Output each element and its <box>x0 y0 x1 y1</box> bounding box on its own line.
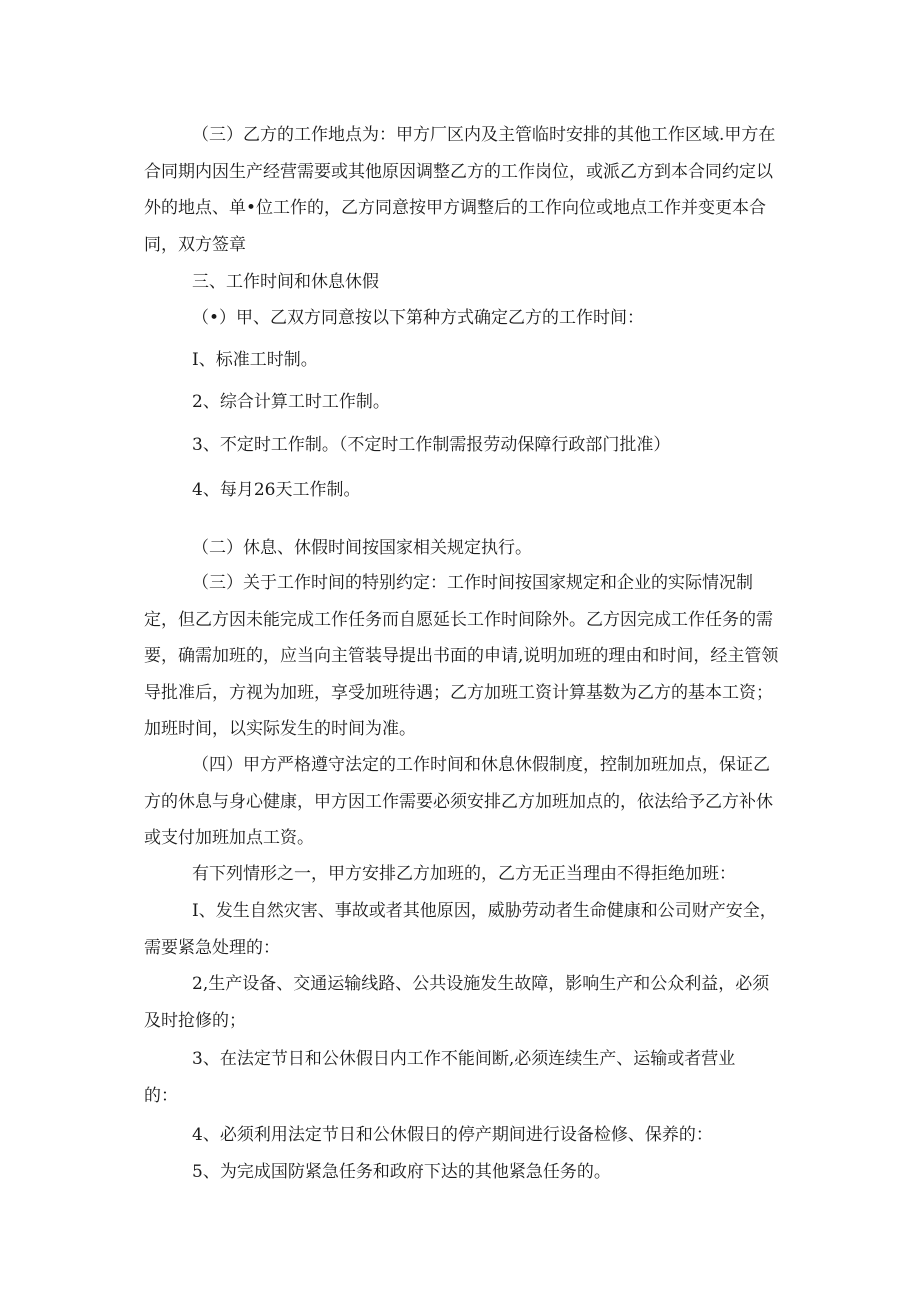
list-item-26-days: 4、每月26天工作制。 <box>192 480 361 500</box>
list-item-emergency: I、发生自然灾害、事故或者其他原因，威胁劳动者生命健康和公司财产安全，需要紧急处理的： <box>144 901 777 958</box>
paragraph-rest-leave: （二）休息、休假时间按国家相关规定执行。 <box>192 538 532 558</box>
list-item-holiday-continuous-cont: 的： <box>144 1086 178 1106</box>
list-item-equipment-failure: 2,生产设备、交通运输线路、公共设施发生故障，影响生产和公众利益，必须及时抢修的； <box>144 974 770 1031</box>
list-item-holiday-continuous: 3、在法定节日和公休假日内工作不能间断,必须连续生产、运输或者营业 <box>192 1049 736 1069</box>
paragraph-work-time-method: （•）甲、乙双方同意按以下第种方式确定乙方的工作时间： <box>192 308 645 328</box>
paragraph-overtime-cases: 有下列情形之一，甲方安排乙方加班的，乙方无正当理由不得拒绝加班： <box>192 864 736 884</box>
list-item-maintenance: 4、必须利用法定节日和公休假日的停产期间进行设备检修、保养的： <box>192 1125 713 1145</box>
paragraph-special-agreement: （三）关于工作时间的特别约定：工作时间按国家规定和企业的实际情况制定，但乙方因未能完成工作任务而自愿延长工作时间除外。乙方因完成工作任务的需要，确需加班的，应当向主管装导提出书面的申请,说明加班的理由和时间，经主管领导批准后，方视为加班，享受加班待遇；乙方加班工资计算基数为乙方的基本工资；加班时间，以实际发生的时间为准。 <box>144 573 779 739</box>
section-heading-work-time: 三、工作时间和休息休假 <box>192 272 379 292</box>
paragraph-work-location: （三）乙方的工作地点为：甲方厂区内及主管临时安排的其他工作区域.甲方在合同期内因生产经营需要或其他原因调整乙方的工作岗位，或派乙方到本合同约定以外的地点、单•位工作的，乙方同意按甲方调整后的工作向位或地点工作并变更本合同，双方签章 <box>144 125 776 255</box>
list-item-national-defense: 5、为完成国防紧急任务和政府下达的其他紧急任务的。 <box>192 1162 611 1182</box>
list-item-standard-hours: I、标准工时制。 <box>192 350 318 370</box>
paragraph-overtime-control: （四）甲方严格遵守法定的工作时间和休息休假制度，控制加班加点，保证乙方的休息与身心健康，甲方因工作需要必须安排乙方加班加点的，依法给予乙方补休或支付加班加点工资。 <box>144 755 773 848</box>
list-item-comprehensive-hours: 2、综合计算工时工作制。 <box>192 392 390 412</box>
list-item-flexible-hours: 3、不定时工作制。（不定时工作制需报劳动保障行政部门批准） <box>192 435 671 455</box>
